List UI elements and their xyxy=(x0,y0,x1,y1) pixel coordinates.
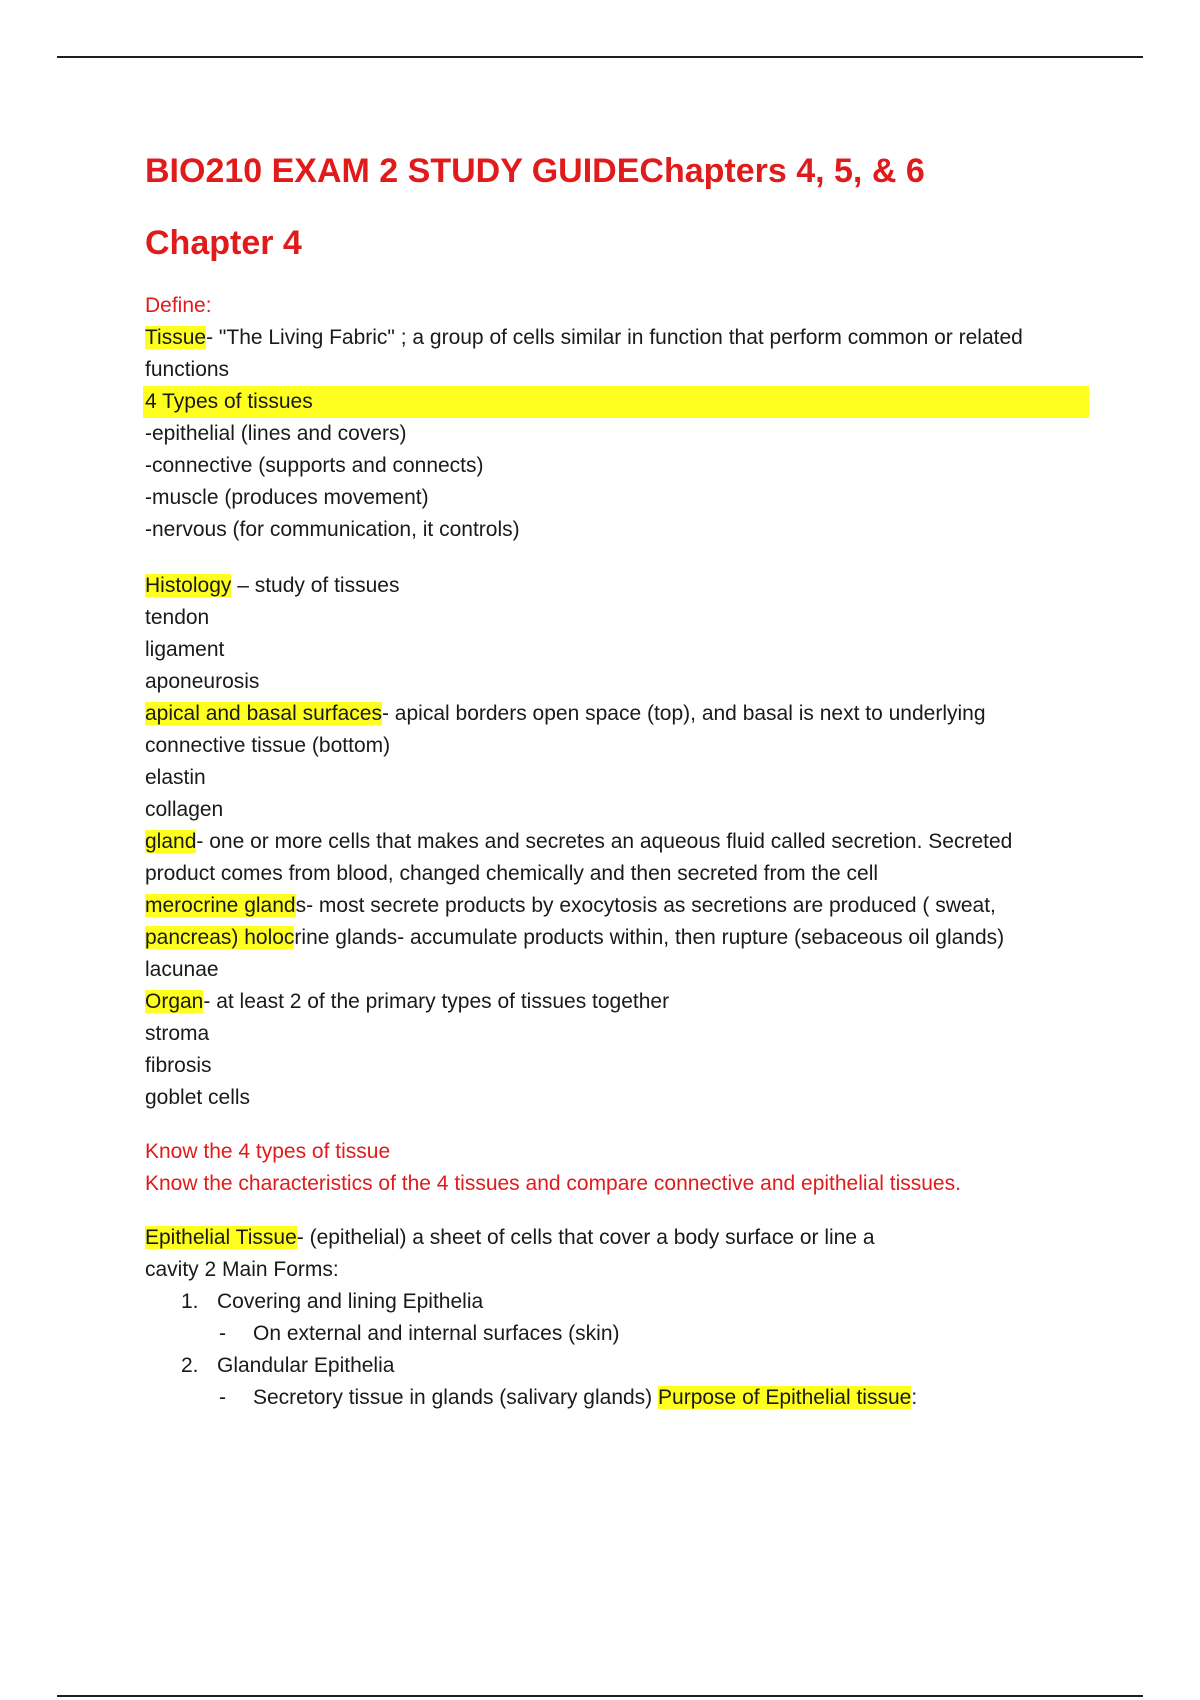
term-fibrosis: fibrosis xyxy=(145,1054,212,1077)
tissue-type-nervous: -nervous (for communication, it controls) xyxy=(145,518,520,541)
tissue-def-text: - "The Living Fabric" ; a group of cells similar in function that perform common or related xyxy=(206,326,1023,349)
term-goblet-cells: goblet cells xyxy=(145,1086,251,1109)
top-rule xyxy=(57,56,1143,58)
apical-def-text: - apical borders open space (top), and basal is next to underlying xyxy=(381,702,986,725)
purpose-term: Purpose of Epithelial tissue xyxy=(658,1386,912,1409)
apical-definition xyxy=(145,698,1095,730)
list-text: Glandular Epithelia xyxy=(217,1354,395,1377)
term-lacunae: lacunae xyxy=(145,958,219,981)
merocrine-definition xyxy=(145,890,1095,922)
tissue-type-epithelial: -epithelial (lines and covers) xyxy=(145,422,407,445)
histology-definition xyxy=(145,570,1095,602)
epithelial-def-text: - (epithelial) a sheet of cells that cover a body surface or line a xyxy=(296,1226,875,1249)
term-collagen: collagen xyxy=(145,798,224,821)
chapter-heading: Chapter 4 xyxy=(145,224,302,262)
know-types-note: Know the 4 types of tissue xyxy=(145,1140,391,1163)
bottom-rule xyxy=(57,1695,1143,1697)
sub-list-text: On external and internal surfaces (skin) xyxy=(253,1322,620,1345)
gland-def-continued: product comes from blood, changed chemically and then secreted from the cell xyxy=(145,862,879,885)
document-body xyxy=(145,148,1095,1414)
apical-term: apical and basal surfaces xyxy=(145,702,382,725)
sub-list-item xyxy=(145,1318,1095,1350)
gland-definition xyxy=(145,826,1095,858)
gland-term: gland xyxy=(145,830,197,853)
epithelial-definition xyxy=(145,1222,1095,1254)
holocrine-def-text: rine glands- accumulate products within, then rupture (sebaceous oil glands) xyxy=(294,926,1005,949)
sub-list-text xyxy=(253,1386,917,1409)
epithelial-def-continued: cavity 2 Main Forms: xyxy=(145,1258,339,1281)
list-number: 1. xyxy=(181,1290,199,1313)
histology-def-text: – study of tissues xyxy=(231,574,400,597)
list-number: 2. xyxy=(181,1354,199,1377)
sub-bullet: - xyxy=(219,1386,226,1409)
glandular-sub-text: Secretory tissue in glands (salivary glands) xyxy=(253,1386,659,1409)
apical-def-continued: connective tissue (bottom) xyxy=(145,734,391,757)
sub-bullet: - xyxy=(219,1322,226,1345)
gland-def-text: - one or more cells that makes and secretes an aqueous fluid called secretion. Secreted xyxy=(196,830,1013,853)
tissue-def-continued: functions xyxy=(145,358,230,381)
list-text: Covering and lining Epithelia xyxy=(217,1290,484,1313)
term-tendon: tendon xyxy=(145,606,210,629)
define-label: Define: xyxy=(145,294,212,317)
organ-term: Organ xyxy=(145,990,204,1013)
organ-definition xyxy=(145,986,1095,1018)
term-aponeurosis: aponeurosis xyxy=(145,670,260,693)
term-stroma: stroma xyxy=(145,1022,210,1045)
list-item xyxy=(145,1286,1095,1318)
tissue-term: Tissue xyxy=(145,326,207,349)
purpose-colon: : xyxy=(911,1386,918,1409)
sub-list-item xyxy=(145,1382,1095,1414)
term-elastin: elastin xyxy=(145,766,206,789)
organ-def-text: - at least 2 of the primary types of tissues together xyxy=(203,990,670,1013)
merocrine-term: merocrine gland xyxy=(145,894,296,917)
types-heading: 4 Types of tissues xyxy=(143,386,1089,418)
epithelial-term: Epithelial Tissue xyxy=(145,1226,297,1249)
tissue-type-connective: -connective (supports and connects) xyxy=(145,454,484,477)
know-characteristics-note: Know the characteristics of the 4 tissues and compare connective and epithelial tissues. xyxy=(145,1172,961,1195)
term-ligament: ligament xyxy=(145,638,225,661)
tissue-definition xyxy=(145,322,1095,354)
tissue-type-muscle: -muscle (produces movement) xyxy=(145,486,429,509)
page-title: BIO210 EXAM 2 STUDY GUIDEChapters 4, 5, & 6 xyxy=(145,152,925,190)
list-item xyxy=(145,1350,1095,1382)
holocrine-definition xyxy=(145,922,1095,954)
pancreas-highlight: pancreas) holoc xyxy=(145,926,295,949)
histology-term: Histology xyxy=(145,574,232,597)
merocrine-def-text: s- most secrete products by exocytosis as secretions are produced ( sweat, xyxy=(295,894,996,917)
